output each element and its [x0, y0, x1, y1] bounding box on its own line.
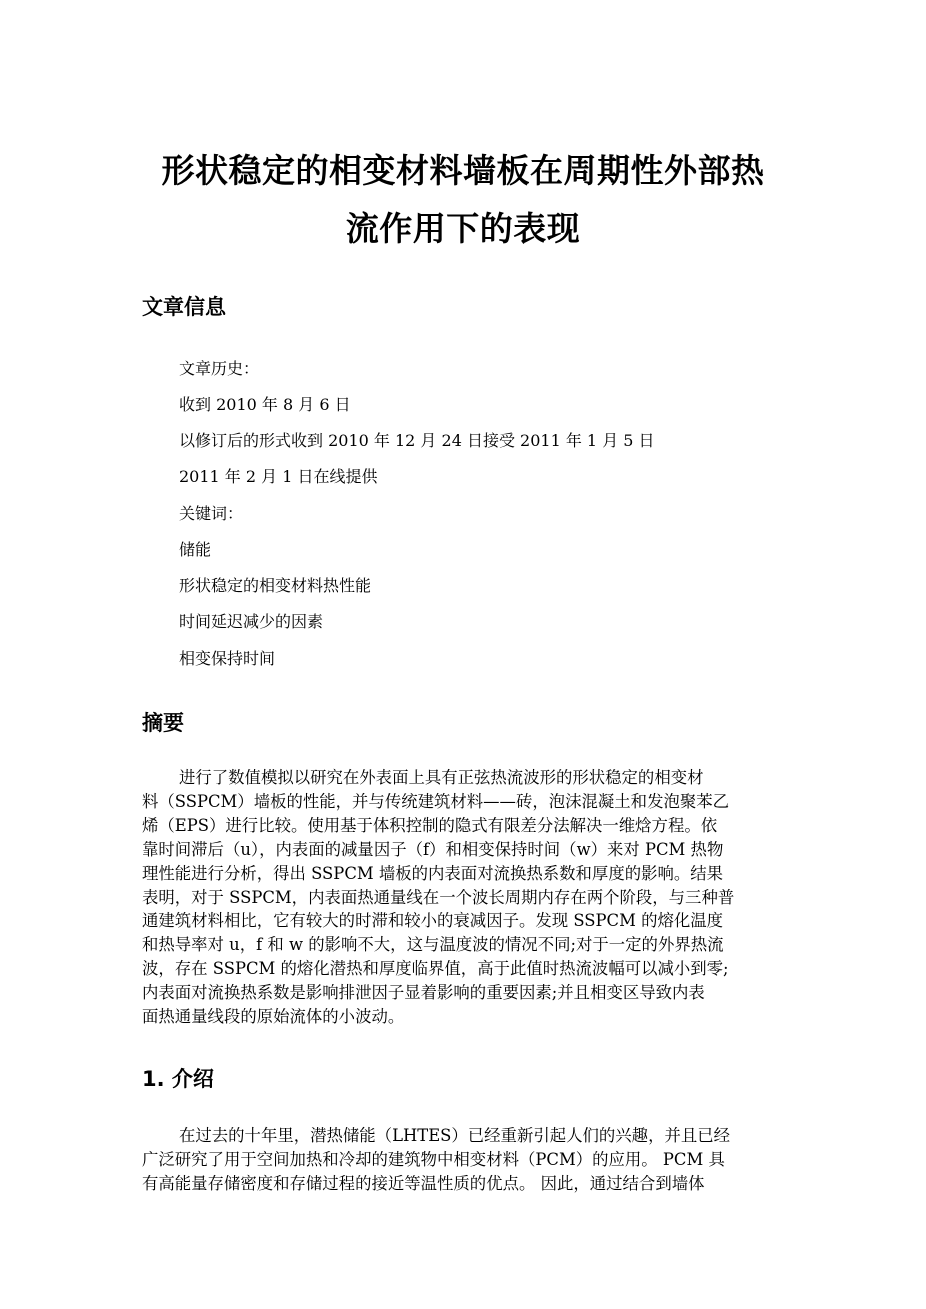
- abstract-line: 通建筑材料相比，它有较大的时滞和较小的衰减因子。发现 SSPCM 的熔化温度: [142, 911, 724, 931]
- paper-title: [120, 142, 806, 258]
- intro-line: 在过去的十年里，潜热储能（LHTES）已经重新引起人们的兴趣，并且已经: [179, 1126, 731, 1145]
- keywords-label: 关键词：: [179, 504, 244, 523]
- keyword-item: 形状稳定的相变材料热性能: [179, 576, 372, 595]
- keyword-item: 时间延迟减少的因素: [179, 612, 324, 631]
- keyword-item: 储能: [179, 540, 212, 559]
- intro-line: 广泛研究了用于空间加热和冷却的建筑物中相变材料（PCM）的应用。 PCM 具: [142, 1149, 725, 1169]
- abstract-line: 进行了数值模拟以研究在外表面上具有正弦热流波形的形状稳定的相变材: [179, 768, 704, 787]
- keyword-item: 相变保持时间: [179, 649, 276, 668]
- abstract-line: 靠时间滞后（u），内表面的减量因子（f）和相变保持时间（w）来对 PCM 热物: [142, 839, 724, 859]
- abstract-line: 波，存在 SSPCM 的熔化潜热和厚度临界值，高于此值时热流波幅可以减小到零;: [142, 959, 729, 979]
- abstract-line: 和热导率对 u，f 和 w 的影响不大，这与温度波的情况不同;对于一定的外界热流: [142, 935, 724, 955]
- title-line-2: 流作用下的表现: [345, 209, 581, 248]
- abstract-line: 表明，对于 SSPCM，内表面热通量线在一个波长周期内存在两个阶段，与三种普: [142, 887, 735, 907]
- title-line-1: 形状稳定的相变材料墙板在周期性外部热: [161, 151, 765, 190]
- abstract-line: 理性能进行分析，得出 SSPCM 墙板的内表面对流换热系数和厚度的影响。结果: [142, 863, 724, 883]
- abstract-line: 料（SSPCM）墙板的性能，并与传统建筑材料——砖，泡沫混凝土和发泡聚苯乙: [142, 791, 730, 811]
- revised-accepted-date: 以修订后的形式收到 2010 年 12 月 24 日接受 2011 年 1 月 5 日: [179, 431, 655, 450]
- abstract-line: 内表面对流换热系数是影响排泄因子显着影响的重要因素;并且相变区导致内表: [142, 983, 705, 1003]
- abstract-line: 面热通量线段的原始流体的小波动。: [142, 1007, 405, 1027]
- article-info-heading: 文章信息: [142, 295, 226, 319]
- introduction-paragraph: [142, 1124, 788, 1196]
- received-date: 收到 2010 年 8 月 6 日: [179, 395, 351, 414]
- introduction-heading: 1. 介绍: [142, 1067, 214, 1091]
- abstract-line: 烯（EPS）进行比较。使用基于体积控制的隐式有限差分法解决一维焓方程。依: [142, 815, 718, 835]
- article-history-label: 文章历史：: [179, 359, 260, 378]
- abstract-heading: 摘要: [142, 711, 184, 735]
- online-date: 2011 年 2 月 1 日在线提供: [179, 467, 378, 486]
- intro-line: 有高能量存储密度和存储过程的接近等温性质的优点。 因此，通过结合到墙体: [142, 1173, 705, 1193]
- abstract-paragraph: [142, 766, 788, 1029]
